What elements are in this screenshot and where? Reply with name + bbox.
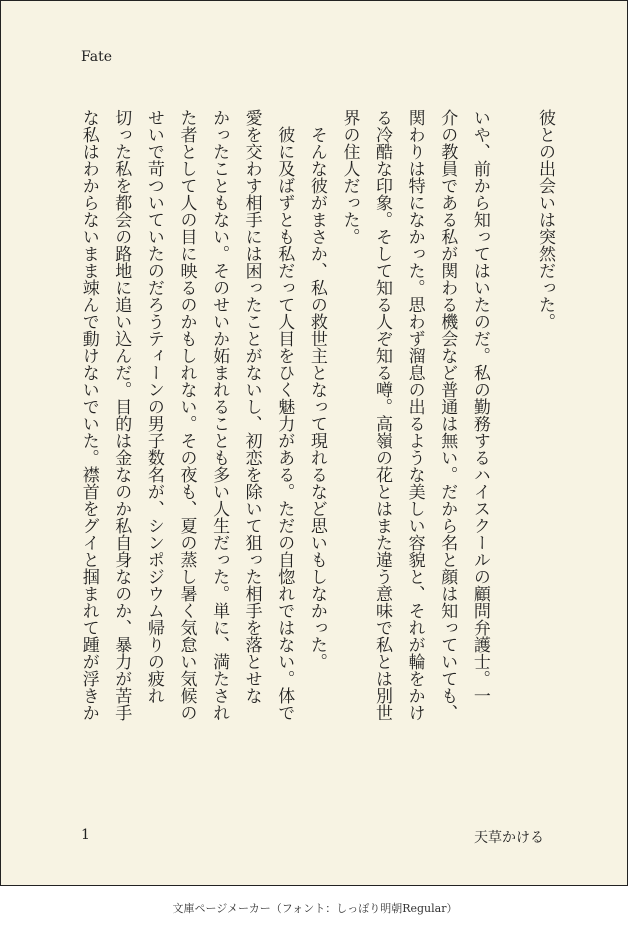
- text-line: 介の教員である私が関わる機会など普通は無い。だから名と顔は知っていても、: [437, 109, 458, 721]
- text-line: 界の住人だった。: [339, 109, 360, 245]
- page-number: 1: [81, 827, 90, 843]
- author-name: 天草かける: [474, 830, 544, 846]
- text-line: 彼に及ばずとも私だって人目をひく魅力がある。ただの自惚れではない。体で: [274, 109, 295, 721]
- text-line: る冷酷な印象。そして知る人ぞ知る噂。高嶺の花とはまた違う意味で私とは別世: [372, 109, 393, 721]
- footer-caption: 文庫ページメーカー（フォント：しっぽり明朝Regular）: [172, 902, 458, 915]
- vertical-body-text: [72, 109, 561, 793]
- chapter-title: 彼との出会いは突然だった。: [535, 109, 555, 330]
- text-line: いや、前から知ってはいたのだ。私の勤務するハイスクールの顧問弁護士。一: [469, 109, 490, 704]
- text-line: た者として人の目に映るのかもしれない。その夜も、夏の蒸し暑く気怠い気候の: [176, 109, 197, 721]
- text-line: 切った私を都会の路地に追い込んだ。目的は金なのか私自身なのか、暴力が苦手: [111, 109, 132, 721]
- text-line: 関わりは特になかった。思わず溜息の出るような美しい容貌と、それが輪をかけ: [404, 109, 425, 721]
- text-line: な私はわからないまま竦んで動けないでいた。襟首をグイと掴まれて踵が浮きか: [78, 109, 99, 721]
- series-label: Fate: [81, 49, 113, 65]
- text-line: 愛を交わす相手には困ったことがないし、初恋を除いて狙った相手を落とせな: [241, 109, 262, 704]
- text-line: かったこともない。そのせいか妬まれることも多い人生だった。単に、満たされ: [209, 109, 230, 721]
- text-line: せいで苛ついていたのだろうティーンの男子数名が、シンポジウム帰りの疲れ: [143, 109, 164, 704]
- text-line: そんな彼がまさか、私の救世主となって現れるなど思いもしなかった。: [306, 109, 327, 670]
